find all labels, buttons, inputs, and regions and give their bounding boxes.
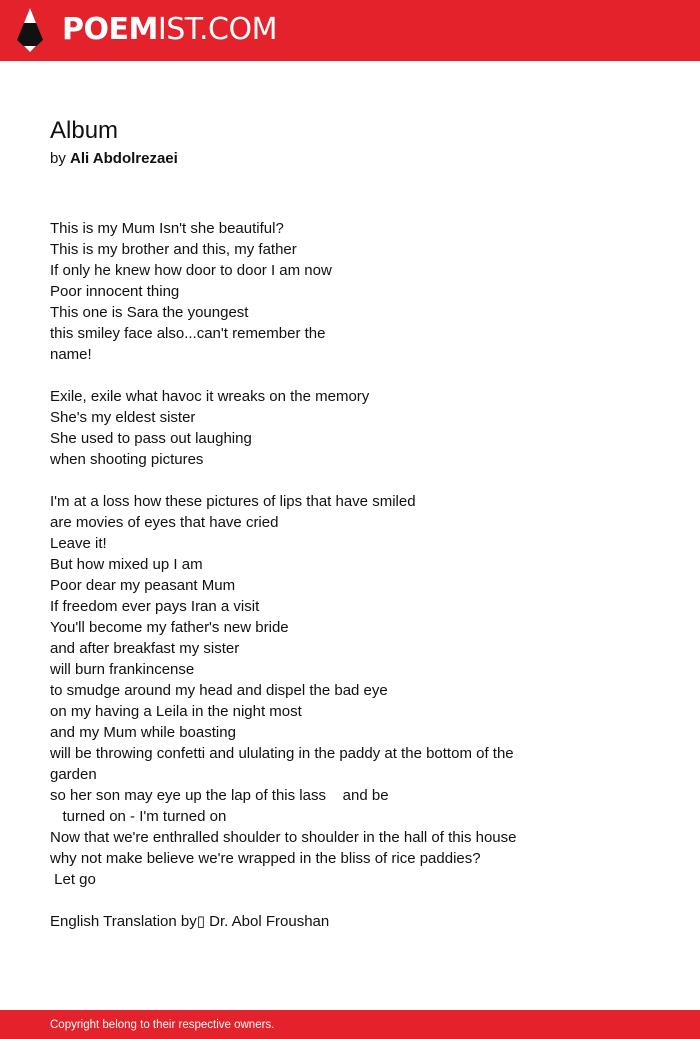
- poem-line: She used to pass out laughing: [50, 430, 252, 447]
- poem-line: will be throwing confetti and ululating in the paddy at the bottom of the: [50, 745, 514, 762]
- poem-line: If freedom ever pays Iran a visit: [50, 598, 260, 615]
- poem-line: on my having a Leila in the night most: [50, 703, 302, 720]
- logo-brand-light: IST.COM: [157, 12, 277, 47]
- stanza-break: [50, 890, 660, 911]
- poem-line: This is my Mum Isn't she beautiful?: [50, 220, 284, 237]
- poem-line: so her son may eye up the lap of this lass and be: [50, 787, 389, 804]
- stanza-break: [50, 365, 660, 386]
- poem-line: I'm at a loss how these pictures of lips that have smiled: [50, 493, 416, 510]
- poem-title: Album: [50, 117, 119, 144]
- byline-prefix: by: [50, 150, 66, 167]
- poem-line: why not make believe we're wrapped in the bliss of rice paddies?: [50, 850, 481, 867]
- poem-line: are movies of eyes that have cried: [50, 514, 279, 531]
- poem-line: Poor dear my peasant Mum: [50, 577, 236, 594]
- poem-line: This is my brother and this, my father: [50, 241, 297, 258]
- poem-line: when shooting pictures: [50, 451, 204, 468]
- poem-line: will burn frankincense: [50, 661, 195, 678]
- logo-brand-bold: POEM: [62, 12, 158, 47]
- poem-line: to smudge around my head and dispel the bad eye: [50, 682, 388, 699]
- poem-line: turned on - I'm turned on: [50, 808, 227, 825]
- site-footer: [0, 1010, 700, 1039]
- poem-line: English Translation by▯ Dr. Abol Froushan: [50, 913, 330, 930]
- poem-line: garden: [50, 766, 97, 783]
- poem-byline: [50, 150, 178, 168]
- poem-line: Poor innocent thing: [50, 283, 180, 300]
- poem-line: But how mixed up I am: [50, 556, 203, 573]
- poem-line: She's my eldest sister: [50, 409, 196, 426]
- poem-line: name!: [50, 346, 92, 363]
- poem-body: [50, 218, 660, 932]
- poem-author: Ali Abdolrezaei: [70, 150, 178, 167]
- pencil-icon[interactable]: [17, 8, 43, 52]
- poem-line: Let go: [50, 871, 96, 888]
- poem-line: Leave it!: [50, 535, 107, 552]
- poem-line: Now that we're enthralled shoulder to shoulder in the hall of this house: [50, 829, 517, 846]
- poem-line: You'll become my father's new bride: [50, 619, 289, 636]
- poem-line: this smiley face also...can't remember the: [50, 325, 326, 342]
- poem-line: and my Mum while boasting: [50, 724, 236, 741]
- poem-line: and after breakfast my sister: [50, 640, 240, 657]
- footer-copyright: Copyright belong to their respective owners.: [50, 1019, 275, 1031]
- site-header: [0, 0, 700, 61]
- poem-line: This one is Sara the youngest: [50, 304, 249, 321]
- poem-line: Exile, exile what havoc it wreaks on the memory: [50, 388, 370, 405]
- stanza-break: [50, 470, 660, 491]
- poem-line: If only he knew how door to door I am now: [50, 262, 332, 279]
- site-logo[interactable]: [62, 12, 277, 48]
